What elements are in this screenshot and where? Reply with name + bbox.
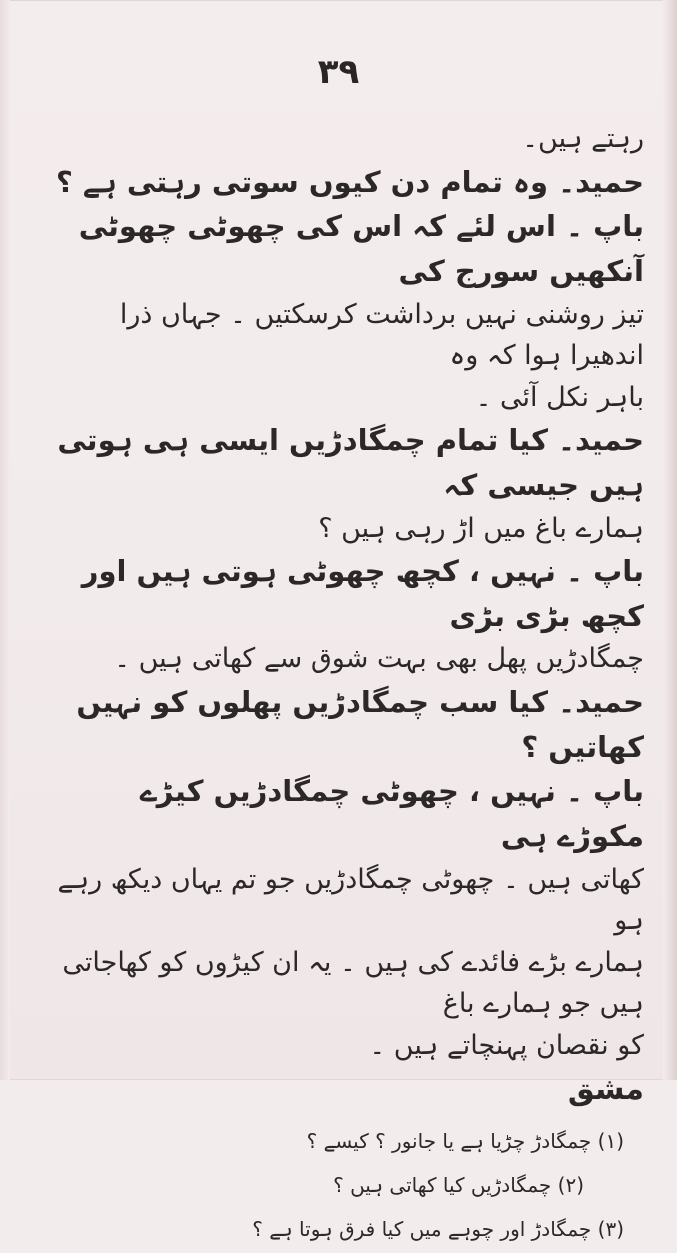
text-line: حمید۔ وہ تمام دن کیوں سوتی رہتی ہے ؟ xyxy=(55,164,644,199)
text-line: باہر نکل آئی ۔ xyxy=(475,381,644,413)
text-line: باپ ۔ نہیں ، کچھ چھوٹی ہوتی ہیں اور کچھ بڑی بڑی xyxy=(81,554,644,633)
body-text xyxy=(44,118,644,1253)
text-line: کو نقصان پہنچاتے ہیں ۔ xyxy=(369,1030,644,1061)
text-line: حمید۔ کیا سب چمگادڑیں پھلوں کو نہیں کھاتیں ؟ xyxy=(76,685,644,764)
exercise-heading: مشق xyxy=(567,1071,644,1107)
question-item: (۲) چمگادڑیں کیا کھاتی ہیں ؟ xyxy=(333,1172,584,1197)
text-line: رہتے ہیں۔ xyxy=(522,123,644,154)
page-number: ۳۹ xyxy=(317,52,360,92)
text-line: کھاتی ہیں ۔ چھوٹی چمگادڑیں جو تم یہاں دیکھ رہے ہو xyxy=(57,863,644,937)
text-line: حمید۔ کیا تمام چمگادڑیں ایسی ہی ہوتی ہیں جیسی کہ xyxy=(57,423,644,502)
text-line: چمگادڑیں پھل بھی بہت شوق سے کھاتی ہیں ۔ xyxy=(114,643,644,675)
text-line: ہمارے بڑے فائدے کی ہیں ۔ یہ ان کیڑوں کو کھاجاتی ہیں جو ہمارے باغ xyxy=(62,946,644,1020)
text-line: تیز روشنی نہیں برداشت کرسکتیں ۔ جہاں ذرا اندھیرا ہوا کہ وہ xyxy=(119,298,644,372)
text-line: باپ ۔ نہیں ، چھوٹی چمگادڑیں کیڑے مکوڑے ہی xyxy=(139,774,644,854)
page-edge-left xyxy=(0,0,10,1080)
question-item: (۱) چمگادڑ چڑیا ہے یا جانور ؟ کیسے ؟ xyxy=(306,1128,624,1153)
question-item: (۳) چمگادڑ اور چوہے میں کیا فرق ہوتا ہے ؟ xyxy=(252,1216,624,1241)
text-line: ہمارے باغ میں اڑ رہی ہیں ؟ xyxy=(318,512,644,544)
page-edge-right xyxy=(663,0,677,1080)
exercise-questions xyxy=(44,1121,624,1249)
text-line: باپ ۔ اس لئے کہ اس کی چھوٹی چھوٹی آنکھیں سورج کی xyxy=(78,209,644,288)
